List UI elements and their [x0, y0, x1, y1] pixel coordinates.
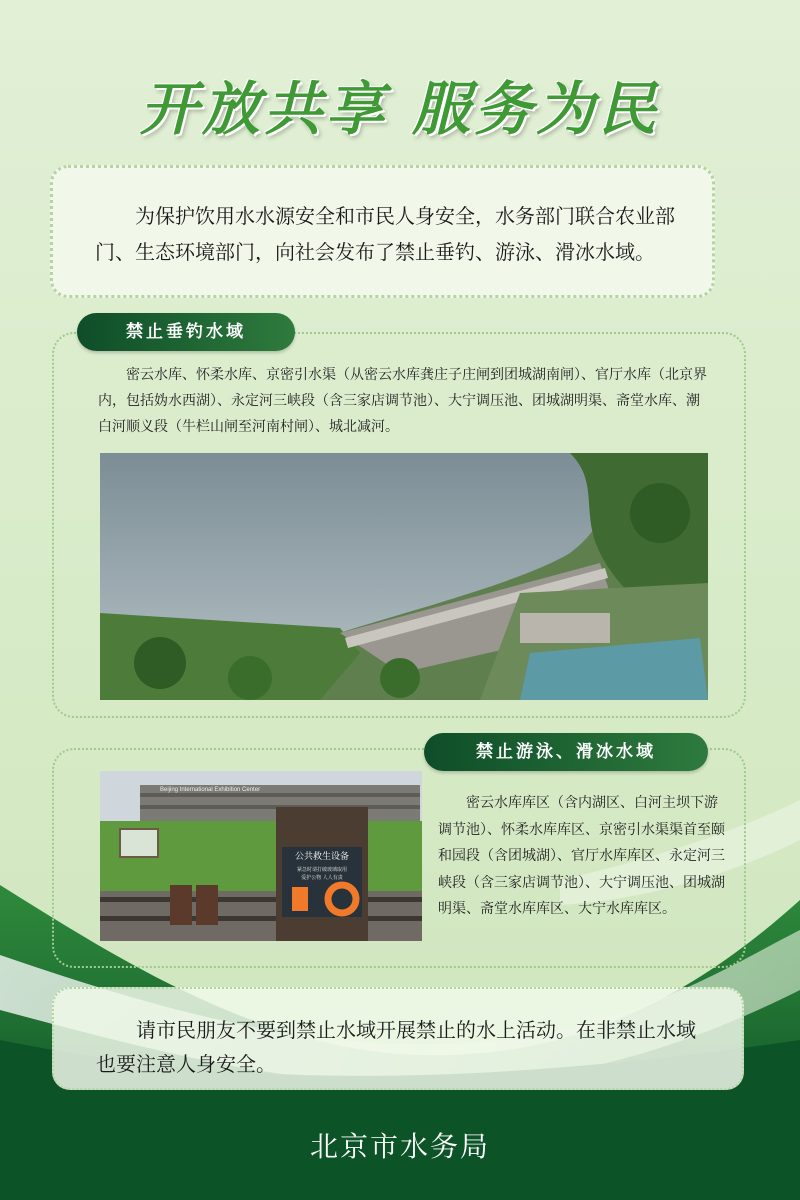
intro-text: 为保护饮用水水源安全和市民人身安全，水务部门联合农业部门、生态环境部门，向社会发布了禁止垂钓、游泳、滑冰水域。 — [95, 204, 675, 264]
intro-box — [50, 165, 715, 298]
lifesaving-equipment-photo — [100, 771, 422, 941]
lifesaving-sign-line1: 紧急时请打破玻璃取用 — [296, 867, 348, 873]
footer-organization: 北京市水务局 — [309, 1130, 490, 1163]
fishing-section-text: 密云水库、怀柔水库、京密引水渠（从密云水库龚庄子庄闸到团城湖南闸）、官厅水库（北京界内，包括妫水西湖）、永定河三峡段（含三家店调节池）、大宁调压池、团城湖明渠、斋堂水库、潮白河顺义段（牛栏山闸至河南村闸）、城北减河。 — [98, 367, 707, 435]
swim-section-heading: 禁止游泳、滑冰水域 — [424, 733, 708, 771]
building-sign-text: Beijing International Exhibition Center — [160, 787, 261, 793]
fishing-section-heading: 禁止垂钓水域 — [77, 313, 295, 351]
reservoir-dam-photo — [100, 453, 708, 700]
page-title: 开放共享 服务为民 — [139, 75, 661, 143]
notice-box — [52, 987, 744, 1090]
lifesaving-sign-title: 公共救生设备 — [294, 852, 350, 862]
notice-text: 请市民朋友不要到禁止水域开展禁止的水上活动。在非禁止水域也要注意人身安全。 — [96, 1018, 696, 1076]
lifesaving-sign-line2: 爱护公物 人人有责 — [301, 875, 343, 881]
swim-section-text: 密云水库库区（含内湖区、白河主坝下游调节池）、怀柔水库库区、京密引水渠渠首至颐和园段（含团城湖）、官厅水库库区、永定河三峡段（含三家店调节池）、大宁调压池、团城湖明渠、斋堂水库库区、大宁水库库区。 — [438, 795, 725, 917]
